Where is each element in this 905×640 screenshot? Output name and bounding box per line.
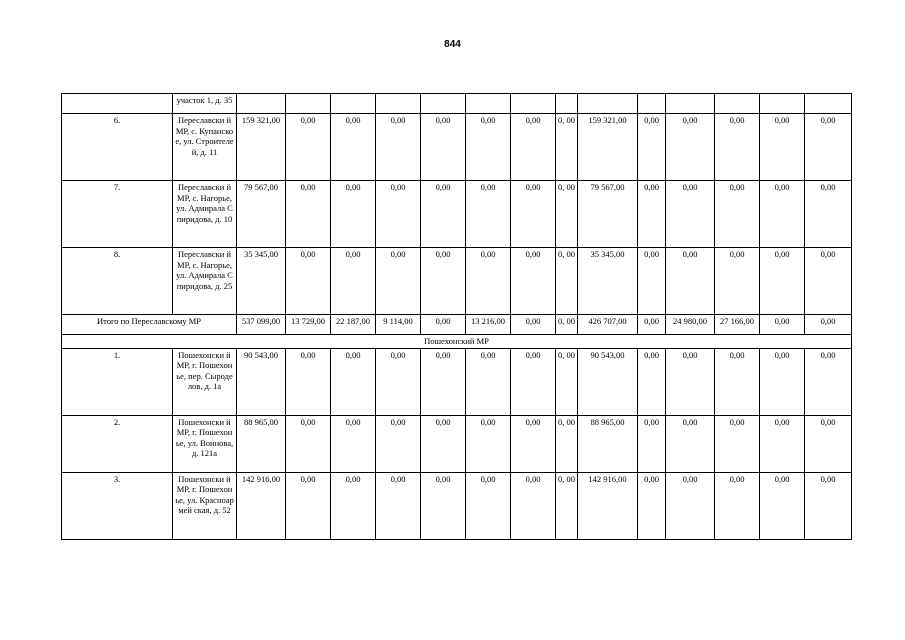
value-cell xyxy=(421,94,466,114)
value-cell xyxy=(237,94,286,114)
value-cell xyxy=(666,94,715,114)
summary-label: Итого по Переславскому МР xyxy=(62,315,237,335)
address-cell: Пошехонски й МР, г. Пошехонье, ул. Воинова, д. 121а xyxy=(173,415,237,472)
value-cell: 0,00 xyxy=(638,181,666,248)
row-number: 6. xyxy=(62,114,173,181)
value-cell: 0,00 xyxy=(638,348,666,415)
value-cell: 35 345,00 xyxy=(578,248,638,315)
value-cell: 0,00 xyxy=(421,472,466,539)
value-cell: 0,00 xyxy=(511,472,556,539)
value-cell: 0,00 xyxy=(511,315,556,335)
value-cell: 0, 00 xyxy=(556,472,578,539)
value-cell: 0,00 xyxy=(466,348,511,415)
value-cell: 79 567,00 xyxy=(237,181,286,248)
value-cell: 0,00 xyxy=(666,415,715,472)
value-cell: 0, 00 xyxy=(556,415,578,472)
value-cell: 0,00 xyxy=(286,248,331,315)
value-cell xyxy=(578,94,638,114)
value-cell: 0, 00 xyxy=(556,114,578,181)
value-cell: 0,00 xyxy=(511,181,556,248)
value-cell: 0,00 xyxy=(466,472,511,539)
value-cell xyxy=(638,94,666,114)
value-cell: 0,00 xyxy=(666,114,715,181)
value-cell: 0,00 xyxy=(466,181,511,248)
value-cell: 0,00 xyxy=(805,472,852,539)
address-cell: Переславски й МР, с. Нагорье, ул. Адмирала Спиридова, д. 25 xyxy=(173,248,237,315)
row-number: 2. xyxy=(62,415,173,472)
value-cell: 0,00 xyxy=(511,348,556,415)
value-cell: 0,00 xyxy=(331,114,376,181)
value-cell: 0,00 xyxy=(376,348,421,415)
value-cell: 0,00 xyxy=(421,348,466,415)
address-cell: Пошехонски й МР, г. Пошехонье, ул. Красноармей ская, д. 52 xyxy=(173,472,237,539)
value-cell: 0, 00 xyxy=(556,348,578,415)
value-cell: 0, 00 xyxy=(556,248,578,315)
value-cell: 0,00 xyxy=(666,472,715,539)
value-cell: 0,00 xyxy=(805,348,852,415)
value-cell: 0,00 xyxy=(286,472,331,539)
value-cell: 0,00 xyxy=(715,472,760,539)
value-cell: 0,00 xyxy=(638,472,666,539)
value-cell xyxy=(331,94,376,114)
value-cell: 0,00 xyxy=(286,181,331,248)
section-row xyxy=(62,335,852,349)
table-row xyxy=(62,472,852,539)
value-cell: 537 099,00 xyxy=(237,315,286,335)
value-cell: 0, 00 xyxy=(556,315,578,335)
value-cell: 0,00 xyxy=(466,248,511,315)
value-cell: 0,00 xyxy=(715,181,760,248)
value-cell: 0,00 xyxy=(421,248,466,315)
value-cell: 426 707,00 xyxy=(578,315,638,335)
value-cell: 0,00 xyxy=(421,315,466,335)
value-cell: 90 543,00 xyxy=(237,348,286,415)
address-cell: участок 1, д. 35 xyxy=(173,94,237,114)
value-cell: 0,00 xyxy=(666,181,715,248)
table-row xyxy=(62,248,852,315)
value-cell: 0,00 xyxy=(805,181,852,248)
value-cell: 13 729,00 xyxy=(286,315,331,335)
value-cell: 27 166,00 xyxy=(715,315,760,335)
value-cell: 0,00 xyxy=(466,415,511,472)
page-number: 844 xyxy=(444,39,461,50)
value-cell xyxy=(805,94,852,114)
value-cell: 24 980,00 xyxy=(666,315,715,335)
value-cell: 0,00 xyxy=(421,114,466,181)
value-cell: 0,00 xyxy=(466,114,511,181)
value-cell: 0,00 xyxy=(421,415,466,472)
value-cell xyxy=(760,94,805,114)
value-cell: 0,00 xyxy=(760,348,805,415)
value-cell xyxy=(286,94,331,114)
value-cell xyxy=(511,94,556,114)
value-cell: 0,00 xyxy=(376,415,421,472)
value-cell: 0,00 xyxy=(331,348,376,415)
value-cell: 0,00 xyxy=(511,114,556,181)
value-cell: 0,00 xyxy=(666,348,715,415)
value-cell: 0,00 xyxy=(805,248,852,315)
value-cell: 0,00 xyxy=(638,315,666,335)
row-number xyxy=(62,94,173,114)
value-cell xyxy=(715,94,760,114)
budget-table xyxy=(61,93,852,540)
value-cell: 35 345,00 xyxy=(237,248,286,315)
value-cell: 0,00 xyxy=(331,248,376,315)
value-cell xyxy=(376,94,421,114)
value-cell: 0,00 xyxy=(421,181,466,248)
summary-row xyxy=(62,315,852,335)
value-cell: 0, 00 xyxy=(556,181,578,248)
value-cell: 22 187,00 xyxy=(331,315,376,335)
value-cell: 0,00 xyxy=(805,415,852,472)
row-number: 7. xyxy=(62,181,173,248)
value-cell: 0,00 xyxy=(638,415,666,472)
value-cell xyxy=(466,94,511,114)
value-cell: 0,00 xyxy=(331,472,376,539)
table-body xyxy=(62,94,852,540)
value-cell: 0,00 xyxy=(376,472,421,539)
value-cell: 0,00 xyxy=(760,472,805,539)
row-number: 1. xyxy=(62,348,173,415)
value-cell: 0,00 xyxy=(760,315,805,335)
value-cell: 0,00 xyxy=(760,114,805,181)
value-cell: 0,00 xyxy=(666,248,715,315)
value-cell: 0,00 xyxy=(760,415,805,472)
address-cell: Переславски й МР, с. Купанское, ул. Строителей, д. 11 xyxy=(173,114,237,181)
value-cell: 0,00 xyxy=(376,248,421,315)
value-cell: 0,00 xyxy=(511,248,556,315)
value-cell: 159 321,00 xyxy=(578,114,638,181)
row-number: 8. xyxy=(62,248,173,315)
table-row xyxy=(62,415,852,472)
value-cell: 0,00 xyxy=(286,114,331,181)
value-cell: 13 216,00 xyxy=(466,315,511,335)
table-row xyxy=(62,94,852,114)
value-cell: 0,00 xyxy=(715,348,760,415)
value-cell xyxy=(556,94,578,114)
value-cell: 0,00 xyxy=(376,181,421,248)
address-cell: Переславски й МР, с. Нагорье, ул. Адмирала Спиридова, д. 10 xyxy=(173,181,237,248)
value-cell: 0,00 xyxy=(638,248,666,315)
value-cell: 0,00 xyxy=(286,415,331,472)
value-cell: 88 965,00 xyxy=(578,415,638,472)
value-cell: 0,00 xyxy=(805,315,852,335)
value-cell: 0,00 xyxy=(331,415,376,472)
value-cell: 159 321,00 xyxy=(237,114,286,181)
value-cell: 88 965,00 xyxy=(237,415,286,472)
table-row xyxy=(62,348,852,415)
value-cell: 0,00 xyxy=(376,114,421,181)
section-title: Пошехонский МР xyxy=(62,335,852,349)
value-cell: 0,00 xyxy=(511,415,556,472)
value-cell: 9 114,00 xyxy=(376,315,421,335)
value-cell: 142 916,00 xyxy=(237,472,286,539)
table-row xyxy=(62,181,852,248)
row-number: 3. xyxy=(62,472,173,539)
value-cell: 0,00 xyxy=(805,114,852,181)
value-cell: 0,00 xyxy=(760,248,805,315)
value-cell: 0,00 xyxy=(760,181,805,248)
value-cell: 90 543,00 xyxy=(578,348,638,415)
value-cell: 0,00 xyxy=(638,114,666,181)
value-cell: 142 916,00 xyxy=(578,472,638,539)
address-cell: Пошехонски й МР, г. Пошехонье, пер. Сыроделов, д. 1а xyxy=(173,348,237,415)
value-cell: 0,00 xyxy=(286,348,331,415)
value-cell: 0,00 xyxy=(715,114,760,181)
value-cell: 79 567,00 xyxy=(578,181,638,248)
value-cell: 0,00 xyxy=(715,415,760,472)
table-row xyxy=(62,114,852,181)
value-cell: 0,00 xyxy=(715,248,760,315)
value-cell: 0,00 xyxy=(331,181,376,248)
